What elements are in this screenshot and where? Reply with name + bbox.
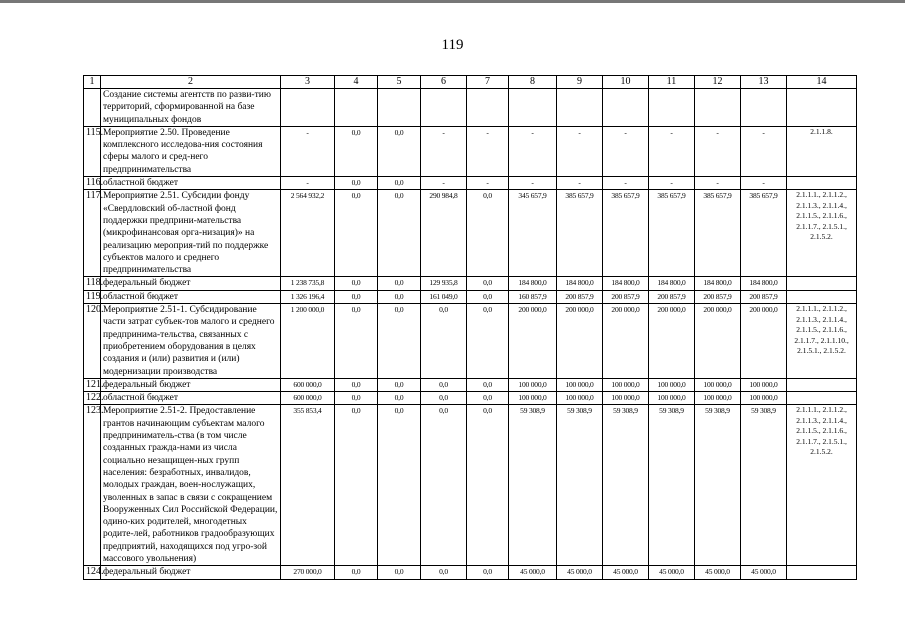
value-cell: -: [281, 126, 335, 176]
value-cell: 0,0: [335, 290, 378, 303]
row-description: Мероприятие 2.51-2. Предоставление грантов начинающим субъектам малого предприниматель-ства (в том числе созданных гражда-нами из числа социально незащищен-ных групп населения: безработных, инвалидов, молодых граждан, воен-нослужащих, уволенных в запас в связи с сокращением Вооруженных Сил Российской Федерации, одино-ких родителей, многодетных родите-лей, работников градообразующих предприятий, находящихся под угро-зой массового увольнения): [101, 405, 281, 566]
value-cell: 385 657,9: [603, 190, 649, 277]
row-number: 123.: [84, 405, 101, 566]
table-row: [84, 190, 857, 277]
value-cell: -: [421, 177, 467, 190]
value-cell: 600 000,0: [281, 378, 335, 391]
value-cell: [603, 89, 649, 127]
value-cell: [741, 89, 787, 127]
value-cell: 100 000,0: [741, 378, 787, 391]
value-cell: -: [509, 177, 557, 190]
value-cell: 184 800,0: [509, 277, 557, 290]
value-cell: -: [467, 126, 509, 176]
value-cell: 184 800,0: [741, 277, 787, 290]
value-cell: 600 000,0: [281, 392, 335, 405]
value-cell: 0,0: [335, 126, 378, 176]
col-header: 9: [557, 76, 603, 89]
page-number: 119: [441, 37, 464, 53]
value-cell: 45 000,0: [509, 566, 557, 579]
value-cell: 59 308,9: [509, 405, 557, 566]
value-cell: 0,0: [378, 566, 421, 579]
col-header: 1: [84, 76, 101, 89]
value-cell: 0,0: [378, 378, 421, 391]
row-description: областной бюджет: [101, 392, 281, 405]
value-cell: 1 200 000,0: [281, 304, 335, 379]
value-cell: 0,0: [378, 304, 421, 379]
scan-top-border: [0, 0, 905, 3]
value-cell: 0,0: [467, 405, 509, 566]
row-description: Мероприятие 2.50. Проведение комплексного исследова-ния состояния сферы малого и сред-него предпринимательства: [101, 126, 281, 176]
col-header: 6: [421, 76, 467, 89]
target-reference: [787, 378, 857, 391]
value-cell: 0,0: [378, 126, 421, 176]
col-header: 2: [101, 76, 281, 89]
value-cell: 200 000,0: [695, 304, 741, 379]
row-number: 118.: [84, 277, 101, 290]
row-description: федеральный бюджет: [101, 277, 281, 290]
value-cell: 200 857,9: [695, 290, 741, 303]
table-body: [84, 89, 857, 580]
col-header: 8: [509, 76, 557, 89]
row-number: 119.: [84, 290, 101, 303]
table-row: [84, 177, 857, 190]
value-cell: 0,0: [335, 378, 378, 391]
value-cell: -: [467, 177, 509, 190]
value-cell: 290 984,8: [421, 190, 467, 277]
value-cell: 0,0: [335, 177, 378, 190]
value-cell: 59 308,9: [557, 405, 603, 566]
value-cell: 0,0: [378, 177, 421, 190]
value-cell: 100 000,0: [603, 392, 649, 405]
value-cell: 160 857,9: [509, 290, 557, 303]
value-cell: [557, 89, 603, 127]
value-cell: 0,0: [421, 405, 467, 566]
col-header: 7: [467, 76, 509, 89]
value-cell: 270 000,0: [281, 566, 335, 579]
value-cell: 0,0: [421, 304, 467, 379]
target-reference: 2.1.1.1., 2.1.1.2., 2.1.1.3., 2.1.1.4., 2.1.1.5., 2.1.1.6., 2.1.1.7., 2.1.5.1., 2.1.5.2.: [787, 405, 857, 566]
value-cell: 200 857,9: [741, 290, 787, 303]
value-cell: 59 308,9: [741, 405, 787, 566]
value-cell: 1 238 735,8: [281, 277, 335, 290]
row-number: 117.: [84, 190, 101, 277]
value-cell: -: [421, 126, 467, 176]
col-header: 5: [378, 76, 421, 89]
value-cell: -: [557, 126, 603, 176]
budget-table: [83, 75, 857, 580]
table-row: [84, 405, 857, 566]
value-cell: 0,0: [335, 304, 378, 379]
value-cell: 0,0: [467, 392, 509, 405]
col-header: 11: [649, 76, 695, 89]
col-header: 12: [695, 76, 741, 89]
value-cell: -: [649, 177, 695, 190]
table-row: [84, 392, 857, 405]
value-cell: 0,0: [378, 190, 421, 277]
value-cell: 1 326 196,4: [281, 290, 335, 303]
value-cell: -: [695, 177, 741, 190]
value-cell: 2 564 932,2: [281, 190, 335, 277]
value-cell: -: [741, 126, 787, 176]
value-cell: 45 000,0: [741, 566, 787, 579]
value-cell: 0,0: [467, 378, 509, 391]
value-cell: 184 800,0: [603, 277, 649, 290]
value-cell: 345 657,9: [509, 190, 557, 277]
value-cell: [378, 89, 421, 127]
row-number: 124.: [84, 566, 101, 579]
value-cell: 0,0: [378, 277, 421, 290]
table-row: [84, 89, 857, 127]
value-cell: -: [281, 177, 335, 190]
value-cell: 59 308,9: [603, 405, 649, 566]
value-cell: 0,0: [378, 405, 421, 566]
target-reference: 2.1.1.1., 2.1.1.2., 2.1.1.3., 2.1.1.4., 2.1.1.5., 2.1.1.6., 2.1.1.7., 2.1.1.10., 2.1.5.1., 2.1.5.2.: [787, 304, 857, 379]
value-cell: -: [509, 126, 557, 176]
value-cell: 45 000,0: [649, 566, 695, 579]
value-cell: 100 000,0: [649, 392, 695, 405]
value-cell: 200 857,9: [649, 290, 695, 303]
row-description: Мероприятие 2.51. Субсидии фонду «Свердловский об-ластной фонд поддержки предприни-мательства (микрофинансовая орга-низация)» на реализацию мероприя-тий по поддержке субъектов малого и среднего предпринимательства: [101, 190, 281, 277]
value-cell: 0,0: [378, 392, 421, 405]
row-description: областной бюджет: [101, 177, 281, 190]
value-cell: 200 857,9: [603, 290, 649, 303]
value-cell: 200 000,0: [741, 304, 787, 379]
target-reference: [787, 566, 857, 579]
row-description: федеральный бюджет: [101, 566, 281, 579]
value-cell: 100 000,0: [557, 378, 603, 391]
table-row: [84, 290, 857, 303]
value-cell: 0,0: [467, 304, 509, 379]
table-row: [84, 126, 857, 176]
row-number: 116.: [84, 177, 101, 190]
col-header: 14: [787, 76, 857, 89]
value-cell: 184 800,0: [557, 277, 603, 290]
target-reference: 2.1.1.8.: [787, 126, 857, 176]
value-cell: [649, 89, 695, 127]
value-cell: 385 657,9: [741, 190, 787, 277]
value-cell: 200 000,0: [603, 304, 649, 379]
col-header: 13: [741, 76, 787, 89]
value-cell: 0,0: [467, 566, 509, 579]
table-row: [84, 566, 857, 579]
value-cell: 0,0: [421, 378, 467, 391]
value-cell: 100 000,0: [741, 392, 787, 405]
table-row: [84, 304, 857, 379]
value-cell: 0,0: [335, 566, 378, 579]
value-cell: -: [603, 177, 649, 190]
row-description: федеральный бюджет: [101, 378, 281, 391]
value-cell: 0,0: [467, 290, 509, 303]
table-row: [84, 378, 857, 391]
value-cell: 0,0: [335, 392, 378, 405]
value-cell: [335, 89, 378, 127]
value-cell: 100 000,0: [695, 392, 741, 405]
row-number: 121.: [84, 378, 101, 391]
value-cell: 161 049,0: [421, 290, 467, 303]
value-cell: 45 000,0: [557, 566, 603, 579]
value-cell: [421, 89, 467, 127]
col-header: 3: [281, 76, 335, 89]
value-cell: 100 000,0: [509, 392, 557, 405]
value-cell: 355 853,4: [281, 405, 335, 566]
value-cell: 100 000,0: [695, 378, 741, 391]
value-cell: 0,0: [378, 290, 421, 303]
row-number: 122.: [84, 392, 101, 405]
target-reference: 2.1.1.1., 2.1.1.2., 2.1.1.3., 2.1.1.4., 2.1.1.5., 2.1.1.6., 2.1.1.7., 2.1.5.1., 2.1.5.2.: [787, 190, 857, 277]
value-cell: [509, 89, 557, 127]
value-cell: -: [557, 177, 603, 190]
value-cell: 200 000,0: [557, 304, 603, 379]
value-cell: 385 657,9: [649, 190, 695, 277]
row-number: 120.: [84, 304, 101, 379]
col-header: 4: [335, 76, 378, 89]
value-cell: 200 857,9: [557, 290, 603, 303]
value-cell: 100 000,0: [649, 378, 695, 391]
row-number: [84, 89, 101, 127]
value-cell: 59 308,9: [649, 405, 695, 566]
value-cell: 200 000,0: [649, 304, 695, 379]
value-cell: 0,0: [421, 566, 467, 579]
value-cell: 0,0: [467, 190, 509, 277]
value-cell: 100 000,0: [603, 378, 649, 391]
row-description: Создание системы агентств по разви-тию территорий, сформированной на базе муниципальных фондов: [101, 89, 281, 127]
value-cell: -: [741, 177, 787, 190]
value-cell: -: [695, 126, 741, 176]
header-row: [84, 76, 857, 89]
value-cell: 385 657,9: [557, 190, 603, 277]
value-cell: 129 935,8: [421, 277, 467, 290]
value-cell: -: [649, 126, 695, 176]
value-cell: [695, 89, 741, 127]
row-number: 115.: [84, 126, 101, 176]
value-cell: 45 000,0: [603, 566, 649, 579]
target-reference: [787, 392, 857, 405]
value-cell: 0,0: [467, 277, 509, 290]
value-cell: [467, 89, 509, 127]
value-cell: 59 308,9: [695, 405, 741, 566]
value-cell: 184 800,0: [695, 277, 741, 290]
value-cell: 0,0: [335, 405, 378, 566]
value-cell: -: [603, 126, 649, 176]
value-cell: 45 000,0: [695, 566, 741, 579]
value-cell: 100 000,0: [509, 378, 557, 391]
value-cell: 184 800,0: [649, 277, 695, 290]
value-cell: 0,0: [335, 190, 378, 277]
target-reference: [787, 277, 857, 290]
value-cell: 0,0: [335, 277, 378, 290]
row-description: областной бюджет: [101, 290, 281, 303]
value-cell: 385 657,9: [695, 190, 741, 277]
row-description: Мероприятие 2.51-1. Субсидирование части затрат субъек-тов малого и среднего предпринима-тельства, связанных с приобретением оборудования в целях создания и (или) развития и (или) модернизации производства: [101, 304, 281, 379]
target-reference: [787, 290, 857, 303]
value-cell: 100 000,0: [557, 392, 603, 405]
value-cell: 200 000,0: [509, 304, 557, 379]
value-cell: [281, 89, 335, 127]
table-row: [84, 277, 857, 290]
target-reference: [787, 177, 857, 190]
col-header: 10: [603, 76, 649, 89]
value-cell: 0,0: [421, 392, 467, 405]
target-reference: [787, 89, 857, 127]
